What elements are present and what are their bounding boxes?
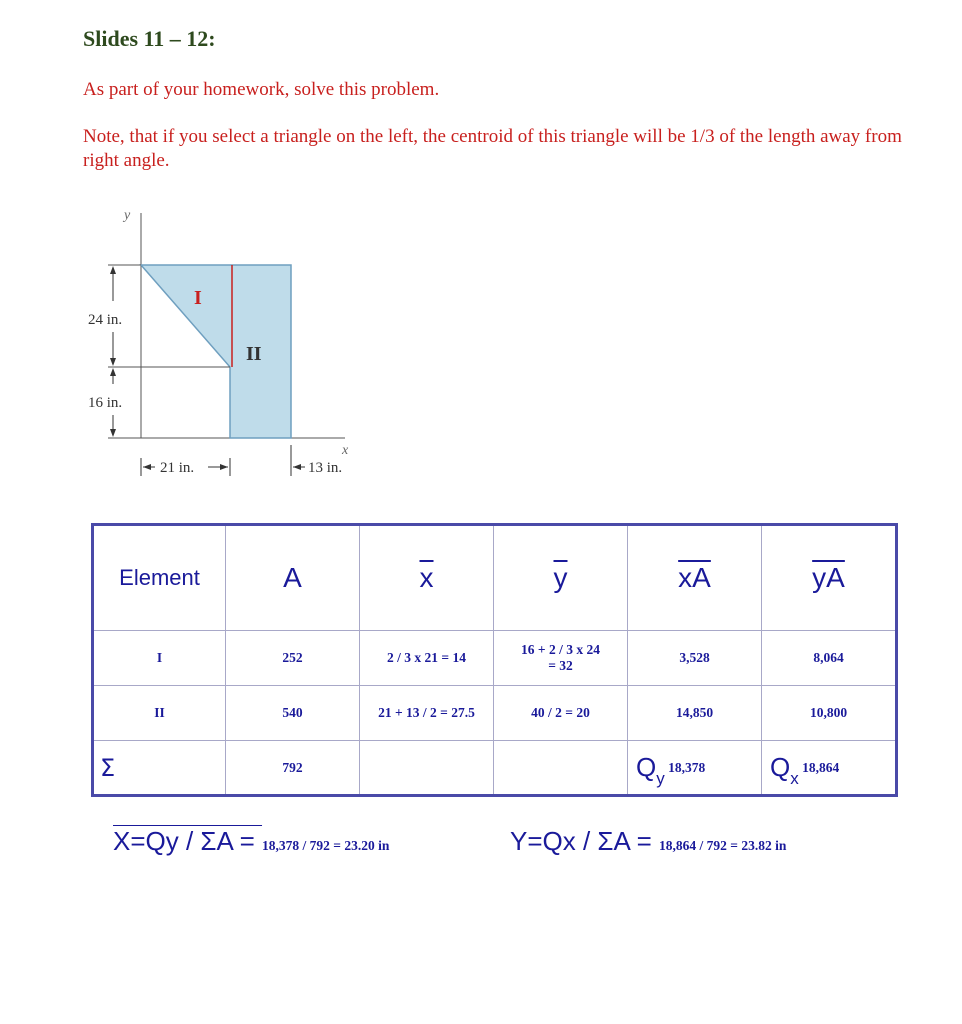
qy-value: 18,378 xyxy=(668,760,706,775)
composite-area-figure xyxy=(80,195,380,495)
row-II-ya: 10,800 xyxy=(762,686,897,741)
y-centroid-formula xyxy=(510,826,786,857)
sum-symbol: Σ xyxy=(93,741,226,796)
row-I-ybar-top: 16 + 2 / 3 x 24 xyxy=(521,642,600,657)
row-I-area: 252 xyxy=(226,631,360,686)
dim-16-label: 16 in. xyxy=(88,395,123,411)
header-ya: $\overline{yA}$ xyxy=(762,525,897,631)
centroid-note: Note, that if you select a triangle on the left, the centroid of this triangle will be 1/3 of the length away from right angle. xyxy=(83,126,902,171)
qx-value: 18,864 xyxy=(802,760,840,775)
page-title: Slides 11 – 12: xyxy=(83,26,216,51)
element-II-label: II xyxy=(246,343,262,365)
x-axis-label: x xyxy=(342,443,349,458)
centroid-table xyxy=(91,523,898,797)
row-I-ybar-bottom: = 32 xyxy=(548,658,573,673)
qx-letter: Q xyxy=(770,752,791,782)
row-II-area: 540 xyxy=(226,686,360,741)
x-centroid-formula xyxy=(113,826,389,857)
x-formula-lhs: X=Qy / ΣA = xyxy=(113,826,263,856)
row-II-element: II xyxy=(93,686,226,741)
homework-instruction: As part of your homework, solve this problem. xyxy=(83,79,440,100)
y-formula-result: 18,864 / 792 = 23.82 in xyxy=(659,838,787,853)
header-area: A xyxy=(226,525,360,631)
row-II-ybar: 40 / 2 = 20 xyxy=(494,686,628,741)
sum-qy xyxy=(628,741,762,796)
qy-subscript: y xyxy=(656,769,665,788)
row-I-ybar xyxy=(494,631,628,686)
x-formula-result: 18,378 / 792 = 23.20 in xyxy=(262,838,390,853)
row-II-xa: 14,850 xyxy=(628,686,762,741)
sum-area: 792 xyxy=(226,741,360,796)
dim-21-label: 21 in. xyxy=(160,460,195,476)
row-I-ya: 8,064 xyxy=(762,631,897,686)
qx-subscript: x xyxy=(790,769,799,788)
header-element: Element xyxy=(93,525,226,631)
header-ybar: $\overline{y}$ xyxy=(494,525,628,631)
row-I-element: I xyxy=(93,631,226,686)
row-I-xbar: 2 / 3 x 21 = 14 xyxy=(360,631,494,686)
table-sum-row xyxy=(93,741,897,796)
header-xbar: $\overline{x}$ xyxy=(360,525,494,631)
row-II-xbar: 21 + 13 / 2 = 27.5 xyxy=(360,686,494,741)
sum-xbar-empty xyxy=(360,741,494,796)
header-xa: $\overline{xA}$ xyxy=(628,525,762,631)
qy-letter: Q xyxy=(636,752,657,782)
dim-24-label: 24 in. xyxy=(88,312,123,328)
table-header-row xyxy=(93,525,897,631)
element-I-label: I xyxy=(194,287,202,309)
table-row xyxy=(93,631,897,686)
y-axis-label: y xyxy=(124,208,131,223)
composite-shape xyxy=(141,265,291,438)
dim-13-label: 13 in. xyxy=(308,460,343,476)
sum-ybar-empty xyxy=(494,741,628,796)
sum-qx xyxy=(762,741,897,796)
y-formula-lhs: Y=Qx / ΣA = xyxy=(510,826,660,856)
table-row xyxy=(93,686,897,741)
row-I-xa: 3,528 xyxy=(628,631,762,686)
